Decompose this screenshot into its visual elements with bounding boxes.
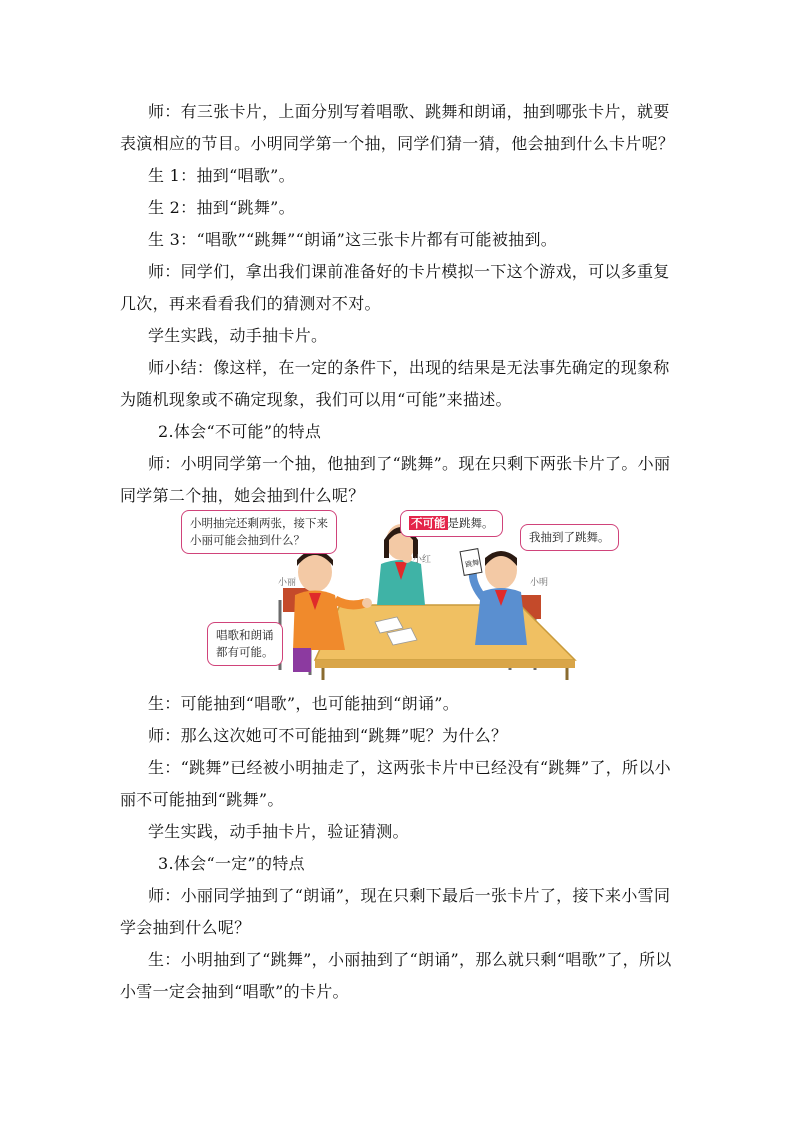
speech-bubble-impossible-rest: 是跳舞。 — [447, 516, 494, 530]
speech-bubble-xiaoming: 我抽到了跳舞。 — [520, 524, 619, 551]
paragraph-teacher-summary: 师小结：像这样，在一定的条件下，出现的结果是无法事先确定的现象称为随机现象或不确定现象，我们可以用“可能”来描述。 — [120, 358, 670, 409]
paragraph-practice-1: 学生实践，动手抽卡片。 — [148, 326, 328, 345]
speech-bubble-possible-line1: 唱歌和朗诵 — [216, 628, 274, 642]
highlight-impossible: 不可能 — [411, 516, 446, 530]
paragraph-teacher-xiaoming: 师：小明同学第一个抽，他抽到了“跳舞”。现在只剩下两张卡片了。小丽同学第二个抽，她会抽到什么呢？ — [120, 454, 671, 505]
section-heading-3: 3.体会“一定”的特点 — [158, 854, 305, 873]
paragraph-teacher-intro: 师：有三张卡片，上面分别写着唱歌、跳舞和朗诵，抽到哪张卡片，就要表演相应的节目。小明同学第一个抽，同学们猜一猜，他会抽到什么卡片呢？ — [120, 102, 675, 153]
speech-bubble-possible — [207, 622, 283, 666]
paragraph-student-1: 生 1：抽到“唱歌”。 — [148, 166, 295, 185]
name-label-xiaoming: 小明 — [530, 578, 549, 588]
classroom-illustration — [175, 500, 655, 680]
held-card-text: 跳舞 — [464, 558, 480, 569]
speech-bubble-question — [181, 510, 337, 554]
speech-bubble-impossible — [400, 510, 503, 537]
paragraph-teacher-xiaoli: 师：小丽同学抽到了“朗诵”，现在只剩下最后一张卡片了，接下来小雪同学会抽到什么呢？ — [120, 886, 671, 937]
speech-bubble-question-line1: 小明抽完还剩两张，接下来 — [190, 516, 328, 530]
paragraph-student-possible: 生：可能抽到“唱歌”，也可能抽到“朗诵”。 — [148, 694, 460, 713]
paragraph-teacher-question: 师：那么这次她可不可能抽到“跳舞”呢？为什么？ — [148, 726, 508, 745]
section-heading-2: 2.体会“不可能”的特点 — [158, 422, 322, 441]
name-label-xiaohong: 小红 — [413, 555, 432, 565]
speech-bubble-possible-line2: 都有可能。 — [216, 645, 274, 659]
paragraph-student-3: 生 3：“唱歌”“跳舞”“朗诵”这三张卡片都有可能被抽到。 — [148, 230, 558, 249]
name-label-xiaoli: 小丽 — [278, 578, 297, 588]
paragraph-student-2: 生 2：抽到“跳舞”。 — [148, 198, 295, 217]
speech-bubble-question-line2: 小丽可能会抽到什么？ — [190, 533, 305, 547]
table-edge — [315, 660, 575, 668]
paragraph-teacher-simulate: 师：同学们，拿出我们课前准备好的卡片模拟一下这个游戏，可以多重复几次，再来看看我们的猜测对不对。 — [120, 262, 670, 313]
paragraph-student-certain: 生：小明抽到了“跳舞”，小丽抽到了“朗诵”，那么就只剩“唱歌”了，所以小雪一定会抽到“唱歌”的卡片。 — [120, 950, 672, 1001]
paragraph-practice-2: 学生实践，动手抽卡片，验证猜测。 — [148, 822, 409, 841]
paragraph-student-impossible: 生：“跳舞”已经被小明抽走了，这两张卡片中已经没有“跳舞”了，所以小丽不可能抽到“跳舞”。 — [120, 758, 671, 809]
